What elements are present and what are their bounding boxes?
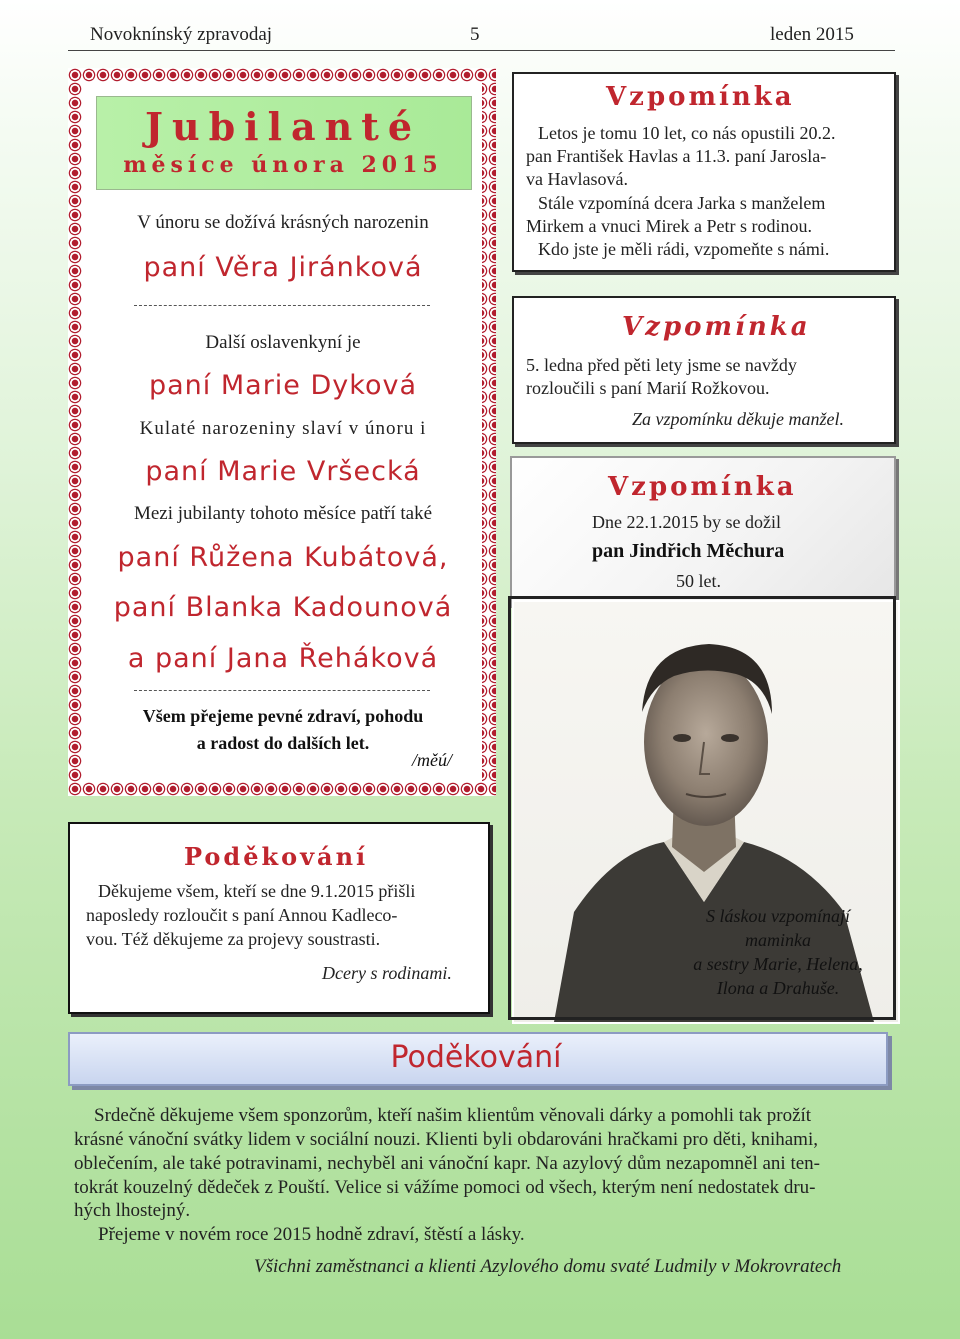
jubilee-wish: a radost do dalších let. <box>196 733 370 753</box>
thanks-paragraph-line: hých lhostejný. <box>74 1200 191 1221</box>
thanks-paragraph-line: oblečením, ale také potravinami, nechyběl ani vánoční kapr. Na azylový dům nezapomněl ani ten- <box>74 1153 821 1174</box>
jubilee-text: Mezi jubilanty tohoto měsíce patří také <box>133 503 433 524</box>
remembrance-line: Dne 22.1.2015 by se dožil <box>592 512 781 532</box>
remembrance-title: Vzpomínka <box>606 82 795 112</box>
remembrance-line: 5. ledna před pěti lety jsme se navždy <box>526 355 797 375</box>
jubilee-name: a paní Jana Řeháková <box>127 643 439 674</box>
thanks-wish: Přejeme v novém roce 2015 hodně zdraví, štěstí a lásky. <box>98 1224 525 1245</box>
remembrance-line: Letos je tomu 10 let, co nás opustili 20.2. <box>538 123 836 143</box>
remembrance-title: Vzpomínka <box>608 472 797 502</box>
remembrance-title: Vzpomínka <box>622 312 811 342</box>
portrait-caption: Ilona a Drahuše. <box>716 978 840 998</box>
jubilee-name: paní Růžena Kubátová, <box>117 542 449 573</box>
portrait-caption: S láskou vzpomínají <box>706 906 850 926</box>
thanks-paragraph-line: krásné vánoční svátky lidem v sociální nouzi. Klienti byli obdarováni hračkami pro děti, knihami, <box>74 1129 818 1150</box>
dashed-divider <box>134 690 430 691</box>
jubilee-wish: Všem přejeme pevné zdraví, pohodu <box>142 706 424 726</box>
jubilee-name: paní Marie Dyková <box>148 370 417 401</box>
thanks-line: vou. Též děkujeme za projevy soustrasti. <box>86 929 381 949</box>
remembrance-line: pan František Havlas a 11.3. paní Jarosla- <box>526 146 827 166</box>
issue-date: leden 2015 <box>770 24 854 45</box>
thanks-signature: Všichni zaměstnanci a klienti Azylového domu svaté Ludmily v Mokrovratech <box>254 1256 842 1277</box>
thanks-paragraph-line: tokrát kouzelný dědeček z Pouští. Velice si vážíme pomoci od všech, kterým není nedostatek dru- <box>74 1177 816 1198</box>
remembrance-age: 50 let. <box>676 571 721 591</box>
remembrance-line: Mirkem a vnuci Mirek a Petr s rodinou. <box>526 216 812 236</box>
remembrance-signature: Za vzpomínku děkuje manžel. <box>632 409 844 429</box>
page-number: 5 <box>470 24 480 45</box>
remembrance-line: Stále vzpomíná dcera Jarka s manželem <box>538 193 826 213</box>
dashed-divider <box>134 305 430 306</box>
jubilee-name: paní Blanka Kadounová <box>113 592 453 623</box>
jubilee-text: Kulaté narozeniny slaví v únoru i <box>139 418 427 439</box>
jubilee-signature: /měú/ <box>412 750 452 770</box>
thanks-banner-title: Poděkování <box>390 1040 562 1075</box>
jubilee-name: paní Marie Vršecká <box>145 456 421 487</box>
jubilee-subtitle: měsíce února 2015 <box>123 152 443 178</box>
thanks-paragraph-line: Srdečně děkujeme všem sponzorům, kteří našim klientům věnovali dárky a pomohli tak prožít <box>94 1105 812 1126</box>
remembrance-line: rozloučili s paní Marií Rožkovou. <box>526 378 770 398</box>
remembrance-line: Kdo jste je měli rádi, vzpomeňte s námi. <box>538 239 830 259</box>
jubilee-text: Další oslavenkyní je <box>205 332 361 353</box>
newsletter-name: Novoknínský zpravodaj <box>90 24 273 45</box>
portrait-caption: maminka <box>745 930 811 950</box>
jubilee-title: Jubilanté <box>144 104 422 149</box>
portrait-caption: a sestry Marie, Helena, <box>693 954 863 974</box>
jubilee-intro: V únoru se dožívá krásných narozenin <box>137 212 429 233</box>
thanks-title: Poděkování <box>184 842 369 871</box>
thanks-line: naposledy rozloučit s paní Annou Kadleco- <box>86 905 398 925</box>
jubilee-name: paní Věra Jiránková <box>143 252 423 283</box>
thanks-signature: Dcery s rodinami. <box>322 963 452 983</box>
thanks-line: Děkujeme všem, kteří se dne 9.1.2015 přišli <box>98 881 416 901</box>
header-rule <box>68 50 895 51</box>
remembrance-name: pan Jindřich Měchura <box>592 540 785 562</box>
remembrance-line: va Havlasová. <box>526 169 628 189</box>
